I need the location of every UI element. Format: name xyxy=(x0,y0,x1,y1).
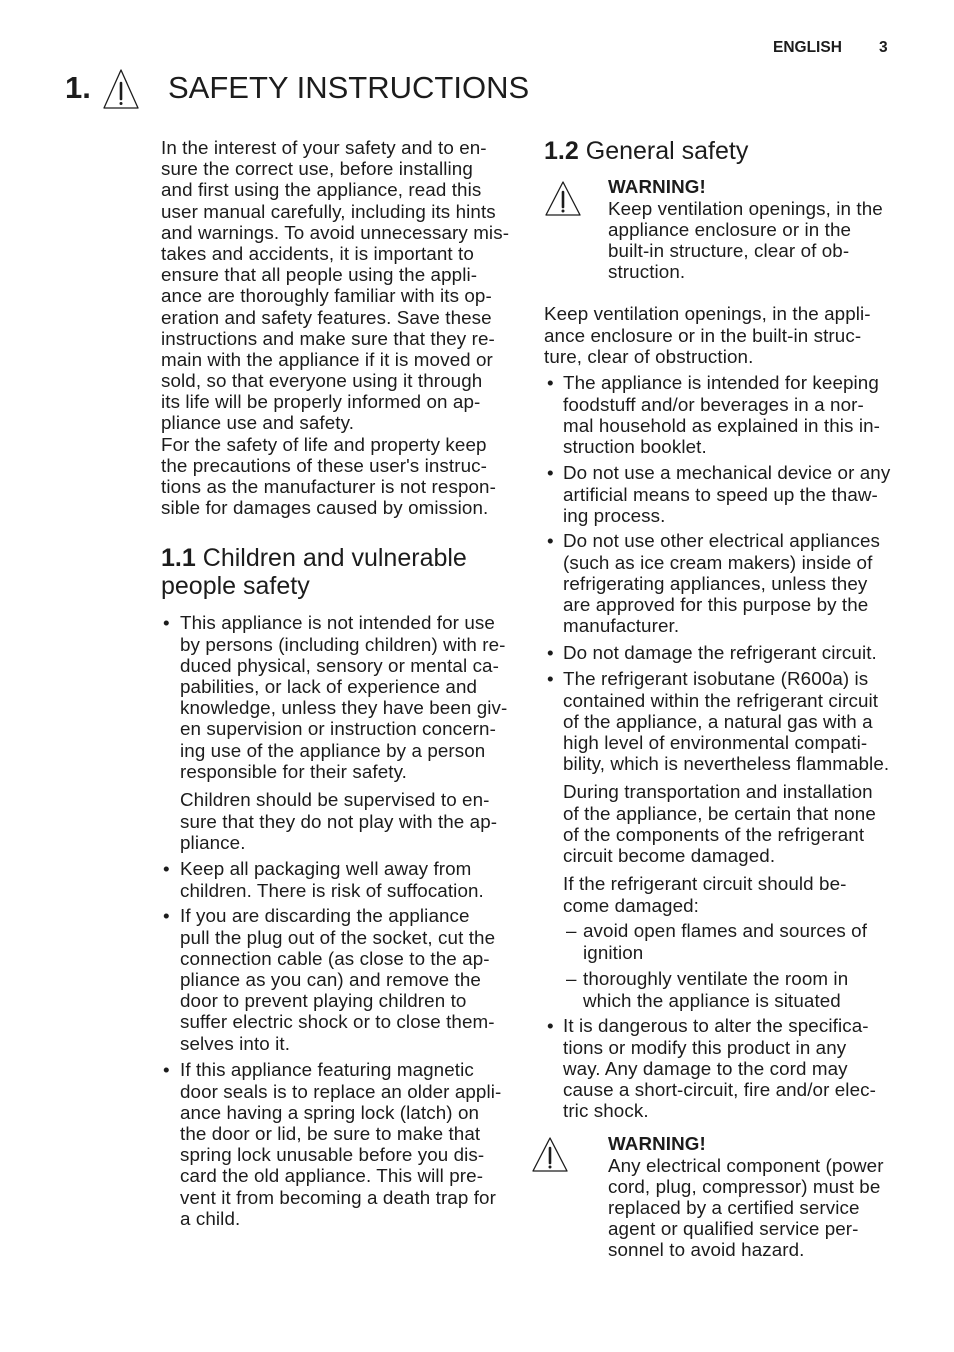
list-item-note xyxy=(563,873,846,915)
bullet-marker: • xyxy=(547,668,554,690)
text-line: user manual carefully, including its hints xyxy=(161,200,496,222)
section-heading-text: people safety xyxy=(161,572,310,600)
dash-marker: – xyxy=(566,920,577,942)
text-line: main with the appliance if it is moved or xyxy=(161,348,493,370)
text-line: struction booklet. xyxy=(563,435,707,457)
text-line: the door or lid, be sure to make that xyxy=(180,1122,481,1144)
intro-paragraph xyxy=(161,434,496,519)
bullet-marker: • xyxy=(547,372,554,394)
text-line: ing use of the appliance by a person xyxy=(180,739,486,761)
list-item-note xyxy=(180,789,497,853)
text-line: bility, which is nevertheless flammable. xyxy=(563,753,890,775)
text-line: For the safety of life and property keep xyxy=(161,433,487,455)
text-line: Keep ventilation openings, in the xyxy=(608,197,883,219)
text-line: ensure that all people using the appli- xyxy=(161,264,478,286)
sub-list-item xyxy=(563,920,867,962)
text-line: contained within the refrigerant circuit xyxy=(563,689,879,711)
text-line: and first using the appliance, read this xyxy=(161,179,482,201)
list-item xyxy=(161,612,507,782)
list-item xyxy=(544,462,890,526)
text-line: circuit become damaged. xyxy=(563,844,776,866)
text-line: ing process. xyxy=(563,504,666,526)
text-line: card the old appliance. This will pre- xyxy=(180,1165,484,1187)
text-line: a child. xyxy=(180,1207,241,1229)
bullet-marker: • xyxy=(163,1059,170,1081)
text-line: The appliance is intended for keeping xyxy=(563,372,879,394)
list-item xyxy=(161,858,484,900)
bullet-marker: • xyxy=(547,642,554,664)
list-item xyxy=(544,668,889,774)
text-line: During transportation and installation xyxy=(563,781,873,803)
text-line: knowledge, unless they have been giv- xyxy=(180,697,508,719)
intro-paragraph xyxy=(161,137,509,434)
bullet-marker: • xyxy=(547,1015,554,1037)
text-line: cause a short-circuit, fire and/or elec- xyxy=(563,1078,876,1100)
text-line: pliance. xyxy=(180,831,246,853)
text-line: sonnel to avoid hazard. xyxy=(608,1239,805,1261)
list-item xyxy=(544,372,880,457)
text-line: vent it from becoming a death trap for xyxy=(180,1186,496,1208)
text-line: of the appliance, be certain that none xyxy=(563,802,876,824)
text-line: mal household as explained in this in- xyxy=(563,414,881,436)
section-heading-text: General safety xyxy=(585,137,749,165)
warning-triangle-icon xyxy=(544,180,582,217)
text-line: tions as the manufacturer is not respon- xyxy=(161,476,496,498)
text-line: and warnings. To avoid unnecessary mis- xyxy=(161,221,510,243)
text-line: duced physical, sensory or mental ca- xyxy=(180,654,499,676)
text-line: sold, so that everyone using it through xyxy=(161,370,483,392)
text-line: en supervision or instruction concern- xyxy=(180,718,496,740)
bullet-marker: • xyxy=(163,858,170,880)
section-paragraph xyxy=(544,303,871,367)
text-line: responsible for their safety. xyxy=(180,760,407,782)
text-line: Children should be supervised to en- xyxy=(180,789,490,811)
text-line: are approved for this purpose by the xyxy=(563,593,869,615)
text-line: ture, clear of obstruction. xyxy=(544,345,754,367)
section-number: 1.2 xyxy=(544,137,579,165)
section-heading xyxy=(544,137,748,165)
chapter-number: 1. xyxy=(65,70,91,105)
text-line: Keep all packaging well away from xyxy=(180,858,472,880)
text-line: its life will be properly informed on ap- xyxy=(161,391,481,413)
text-line: door to prevent playing children to xyxy=(180,990,467,1012)
text-line: If you are discarding the appliance xyxy=(180,905,470,927)
text-line: by persons (including children) with re- xyxy=(180,633,506,655)
section-heading xyxy=(161,544,467,600)
text-line: ance enclosure or in the built-in struc- xyxy=(544,324,862,346)
text-line: of the components of the refrigerant xyxy=(563,823,865,845)
warning-triangle-icon xyxy=(531,1136,569,1173)
section-heading-text: Children and vulnerable xyxy=(202,544,467,572)
text-line: children. There is risk of suffocation. xyxy=(180,879,484,901)
text-line: takes and accidents, it is important to xyxy=(161,242,474,264)
text-line: foodstuff and/or beverages in a nor- xyxy=(563,393,864,415)
dash-marker: – xyxy=(566,968,577,990)
text-line: pliance as you can) and remove the xyxy=(180,968,481,990)
text-line: Any electrical component (power xyxy=(608,1154,884,1176)
text-line: thoroughly ventilate the room in xyxy=(583,968,849,990)
text-line: ance are thoroughly familiar with its op- xyxy=(161,285,492,307)
text-line: built-in structure, clear of ob- xyxy=(608,239,850,261)
page-number: 3 xyxy=(879,39,888,56)
text-line: selves into it. xyxy=(180,1032,291,1054)
section-number: 1.1 xyxy=(161,544,196,572)
text-line: the precautions of these user's instruc- xyxy=(161,454,487,476)
text-line: replaced by a certified service xyxy=(608,1196,860,1218)
warning-triangle-icon xyxy=(102,68,140,110)
text-line: door seals is to replace an older appli- xyxy=(180,1080,502,1102)
text-line: manufacturer. xyxy=(563,615,680,637)
text-line: tions or modify this product in any xyxy=(563,1036,847,1058)
warning-label: WARNING! xyxy=(608,1133,706,1155)
sub-list-item xyxy=(563,968,848,1010)
text-line: avoid open flames and sources of xyxy=(583,920,868,942)
text-line: If this appliance featuring magnetic xyxy=(180,1059,474,1081)
text-line: eration and safety features. Save these xyxy=(161,306,492,328)
text-line: spring lock unusable before you dis- xyxy=(180,1144,485,1166)
text-line: If the refrigerant circuit should be- xyxy=(563,873,847,895)
warning-text xyxy=(608,1133,884,1260)
warning-label: WARNING! xyxy=(608,176,706,198)
bullet-marker: • xyxy=(163,905,170,927)
text-line: (such as ice cream makers) inside of xyxy=(563,551,873,573)
text-line: Do not use other electrical appliances xyxy=(563,530,881,552)
chapter-title-text: SAFETY INSTRUCTIONS xyxy=(168,70,530,105)
text-line: which the appliance is situated xyxy=(583,989,841,1011)
text-line: This appliance is not intended for use xyxy=(180,612,495,634)
list-item xyxy=(544,1015,876,1121)
text-line: agent or qualified service per- xyxy=(608,1218,859,1240)
bullet-marker: • xyxy=(547,462,554,484)
list-item xyxy=(544,530,880,636)
text-line: suffer electric shock or to close them- xyxy=(180,1011,495,1033)
list-item xyxy=(161,905,495,1053)
text-line: Do not damage the refrigerant circuit. xyxy=(563,642,877,664)
text-line: tric shock. xyxy=(563,1100,649,1122)
text-line: It is dangerous to alter the specifica- xyxy=(563,1015,869,1037)
text-line: instructions and make sure that they re- xyxy=(161,327,495,349)
text-line: pabilities, or lack of experience and xyxy=(180,675,478,697)
section-heading-line xyxy=(544,137,748,165)
text-line: come damaged: xyxy=(563,894,699,916)
text-line: sible for damages caused by omission. xyxy=(161,497,489,519)
text-line: Do not use a mechanical device or any xyxy=(563,462,891,484)
text-line: cord, plug, compressor) must be xyxy=(608,1175,881,1197)
text-line: sure the correct use, before installing xyxy=(161,158,473,180)
text-line: high level of environmental compati- xyxy=(563,731,868,753)
language-label: ENGLISH xyxy=(773,39,842,56)
text-line: connection cable (as close to the ap- xyxy=(180,947,490,969)
bullet-marker: • xyxy=(547,530,554,552)
bullet-marker: • xyxy=(163,612,170,634)
text-line: appliance enclosure or in the xyxy=(608,218,852,240)
text-line: pliance use and safety. xyxy=(161,412,355,434)
text-line: The refrigerant isobutane (R600a) is xyxy=(563,668,869,690)
text-line: ance having a spring lock (latch) on xyxy=(180,1101,480,1123)
text-line: ignition xyxy=(583,941,644,963)
text-line: artificial means to speed up the thaw- xyxy=(563,483,878,505)
text-line: refrigerating appliances, unless they xyxy=(563,572,868,594)
list-item xyxy=(161,1059,501,1229)
text-line: sure that they do not play with the ap- xyxy=(180,810,498,832)
text-line: struction. xyxy=(608,261,686,283)
text-line: pull the plug out of the socket, cut the xyxy=(180,926,496,948)
warning-text xyxy=(608,176,883,282)
text-line: Keep ventilation openings, in the appli- xyxy=(544,303,871,325)
text-line: way. Any damage to the cord may xyxy=(563,1057,848,1079)
text-line: of the appliance, a natural gas with a xyxy=(563,710,873,732)
list-item xyxy=(544,642,877,663)
text-line: In the interest of your safety and to en- xyxy=(161,137,487,158)
list-item-note xyxy=(563,781,876,866)
section-heading-line xyxy=(161,544,467,572)
